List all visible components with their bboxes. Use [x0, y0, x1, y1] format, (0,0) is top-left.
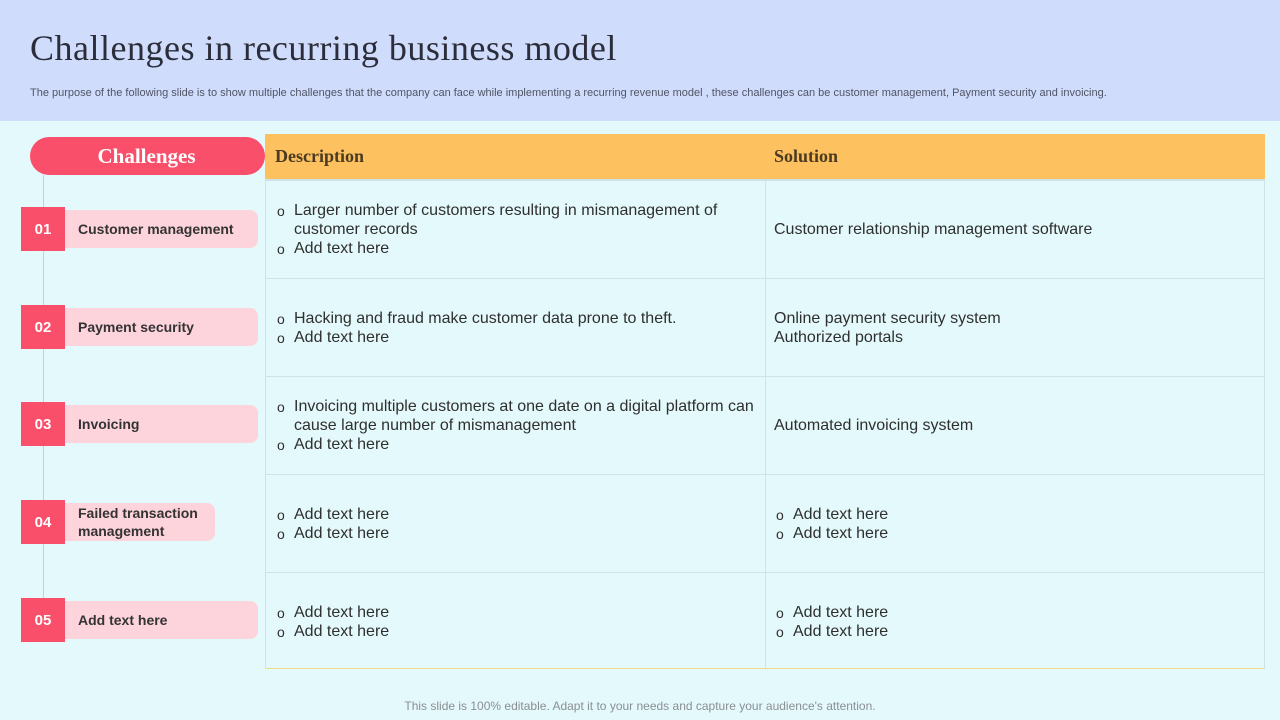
description-cell	[275, 181, 755, 278]
challenge-item	[21, 598, 258, 642]
challenge-item	[21, 207, 258, 251]
table-row	[266, 180, 1264, 278]
footer-note: This slide is 100% editable. Adapt it to your needs and capture your audience's attention.	[404, 699, 876, 713]
solution-bullet: o Add text here	[774, 622, 1254, 641]
description-bullet: o Invoicing multiple customers at one date on a digital platform can cause large number of mismanagement	[275, 397, 755, 435]
description-bullet: o Add text here	[275, 603, 755, 622]
challenge-number: 04	[21, 500, 65, 544]
challenge-item	[21, 305, 258, 349]
description-bullet: o Add text here	[275, 435, 755, 454]
description-cell	[275, 573, 755, 670]
solution-text: Authorized portals	[774, 328, 903, 346]
solution-cell	[774, 573, 1254, 670]
solution-cell	[774, 279, 1254, 376]
solution-header: Solution	[774, 146, 839, 166]
table-body	[265, 179, 1265, 669]
description-cell	[275, 377, 755, 474]
challenge-label: Invoicing	[65, 405, 258, 443]
challenge-number: 05	[21, 598, 65, 642]
description-bullet: o Add text here	[275, 239, 755, 258]
challenges-header-label: Challenges	[97, 143, 196, 168]
solution-text: Customer relationship management software	[774, 221, 1093, 238]
description-cell	[275, 475, 755, 572]
description-cell	[275, 279, 755, 376]
challenge-item	[21, 402, 258, 446]
solution-bullet: o Add text here	[774, 524, 1254, 543]
description-bullet: o Add text here	[275, 524, 755, 543]
table-row	[266, 474, 1264, 572]
solution-text: Automated invoicing system	[774, 417, 974, 434]
table-row	[266, 278, 1264, 376]
solution-cell	[774, 475, 1254, 572]
challenge-number: 03	[21, 402, 65, 446]
description-header: Description	[275, 146, 364, 166]
table-header	[265, 134, 1265, 179]
description-bullet: o Add text here	[275, 328, 755, 347]
challenge-label: Add text here	[65, 601, 258, 639]
solution-cell	[774, 181, 1254, 278]
description-bullet: o Add text here	[275, 505, 755, 524]
challenge-label: Customer management	[65, 210, 258, 248]
challenge-label: Failed transaction management	[65, 503, 215, 541]
solution-bullet: o Add text here	[774, 505, 1254, 524]
header-band	[0, 0, 1280, 121]
solution-cell	[774, 377, 1254, 474]
challenge-label: Payment security	[65, 308, 258, 346]
description-bullet: o Hacking and fraud make customer data prone to theft.	[275, 309, 755, 328]
solution-bullet: o Add text here	[774, 603, 1254, 622]
table-row	[266, 572, 1264, 670]
challenge-number: 01	[21, 207, 65, 251]
challenges-header-pill	[30, 137, 265, 175]
table-row	[266, 376, 1264, 474]
description-bullet: o Larger number of customers resulting in mismanagement of customer records	[275, 201, 755, 239]
solution-text: Online payment security system	[774, 309, 1001, 327]
page-title: Challenges in recurring business model	[30, 28, 617, 68]
description-bullet: o Add text here	[275, 622, 755, 641]
challenge-number: 02	[21, 305, 65, 349]
challenge-item	[21, 500, 258, 544]
page-subtitle: The purpose of the following slide is to show multiple challenges that the company can face while implementing a recurring revenue model , these challenges can be customer management, Payment security and invoicing.	[30, 87, 1107, 99]
